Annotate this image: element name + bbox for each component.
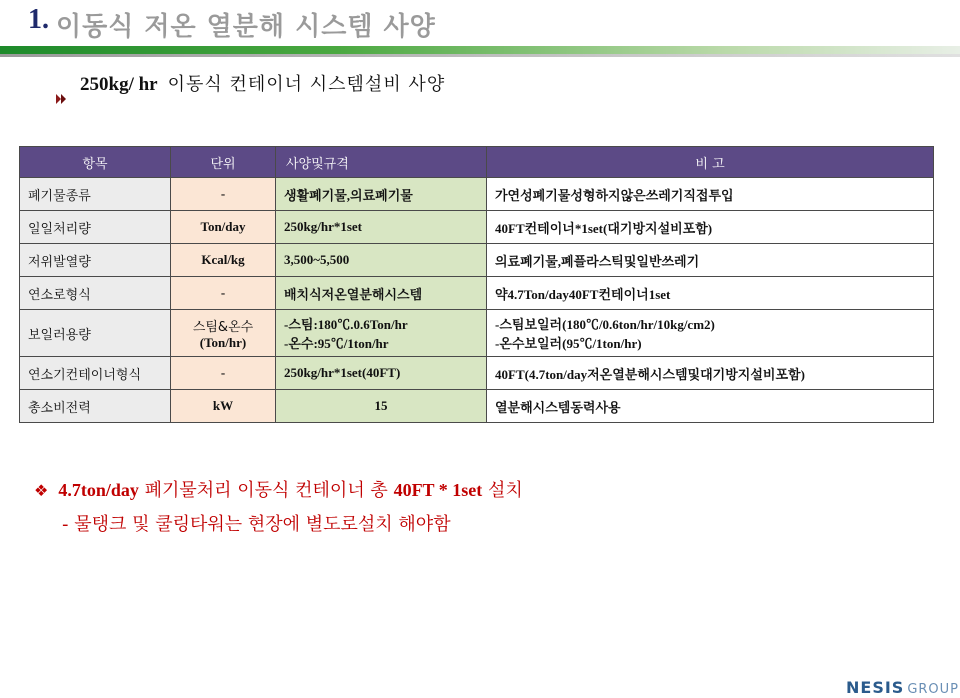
cell-unit: Kcal/kg: [171, 244, 276, 277]
cell-spec: 3,500~5,500: [276, 244, 487, 277]
cell-note: 열분해시스템동력사용: [487, 390, 934, 423]
cell-note: 가연성폐기물성형하지않은쓰레기직접투입: [487, 178, 934, 211]
cell-unit: -: [171, 178, 276, 211]
cell-spec: 배치식저온열분해시스템: [276, 277, 487, 310]
cell-spec: 생활폐기물,의료폐기물: [276, 178, 487, 211]
cell-note-line: -온수보일러(95℃/1ton/hr): [495, 336, 642, 351]
cell-note: 40FT컨테이너*1set(대기방지설비포함): [487, 211, 934, 244]
company-logo: [846, 678, 959, 697]
cell-item: 보일러용량: [20, 310, 171, 357]
title-underline-shadow: [0, 54, 960, 57]
subtitle-text: 이동식 컨테이너 시스템설비 사양: [167, 74, 446, 95]
table-row: [20, 310, 934, 357]
cell-unit-line: (Ton/hr): [199, 334, 247, 350]
cell-note-line: -스팀보일러(180℃/0.6ton/hr/10kg/cm2): [495, 317, 715, 332]
header-item: 항목: [20, 147, 171, 178]
spec-table: [19, 146, 934, 423]
header-note: 비 고: [487, 147, 934, 178]
note-spec: 40FT * 1set: [393, 480, 483, 500]
cell-spec-line: -스팀:180℃.0.6Ton/hr: [284, 317, 408, 332]
bullet-arrow-icon: [54, 92, 68, 106]
cell-note: 의료폐기물,폐플라스틱및일반쓰레기: [487, 244, 934, 277]
cell-unit: [171, 310, 276, 357]
cell-item: 일일처리량: [20, 211, 171, 244]
diamond-bullet-icon: ❖: [34, 481, 49, 500]
logo-group: GROUP: [907, 682, 960, 697]
table-row: [20, 277, 934, 310]
title-number: 1.: [28, 4, 49, 35]
header-spec: 사양및규격: [276, 147, 487, 178]
table-row: [20, 357, 934, 390]
cell-unit: -: [171, 277, 276, 310]
cell-item: 폐기물종류: [20, 178, 171, 211]
cell-item: 저위발열량: [20, 244, 171, 277]
cell-note: [487, 310, 934, 357]
logo-brand: NESIS: [846, 678, 905, 697]
cell-unit: -: [171, 357, 276, 390]
page-title: 이동식 저온 열분해 시스템 사양: [56, 12, 436, 42]
cell-item: 총소비전력: [20, 390, 171, 423]
cell-unit: Ton/day: [171, 211, 276, 244]
summary-note: [34, 476, 523, 502]
note-text: 폐기물처리 이동식 컨테이너 총: [144, 480, 388, 501]
cell-item: 연소기컨테이너형식: [20, 357, 171, 390]
note-end: 설치: [487, 480, 523, 501]
note-capacity: 4.7ton/day: [58, 480, 139, 500]
cell-spec: 15: [276, 390, 487, 423]
cell-note: 40FT(4.7ton/day저온열분해시스템및대기방지설비포함): [487, 357, 934, 390]
subtitle-capacity: 250kg/ hr: [80, 74, 158, 95]
subtitle: [80, 70, 445, 96]
table-row: [20, 244, 934, 277]
table-row: [20, 211, 934, 244]
cell-spec-line: -온수:95℃/1ton/hr: [284, 336, 389, 351]
cell-spec: 250kg/hr*1set: [276, 211, 487, 244]
cell-unit-line: 스팀&온수: [192, 319, 254, 335]
title-underline-bar: [0, 46, 960, 54]
table-row: [20, 390, 934, 423]
table-header-row: [20, 147, 934, 178]
cell-spec: [276, 310, 487, 357]
header-unit: 단위: [171, 147, 276, 178]
cell-item: 연소로형식: [20, 277, 171, 310]
cell-note: 약4.7Ton/day40FT컨테이너1set: [487, 277, 934, 310]
table-row: [20, 178, 934, 211]
summary-note-sub: - 물탱크 및 쿨링타워는 현장에 별도로설치 해야함: [62, 514, 451, 535]
cell-unit: kW: [171, 390, 276, 423]
cell-spec: 250kg/hr*1set(40FT): [276, 357, 487, 390]
